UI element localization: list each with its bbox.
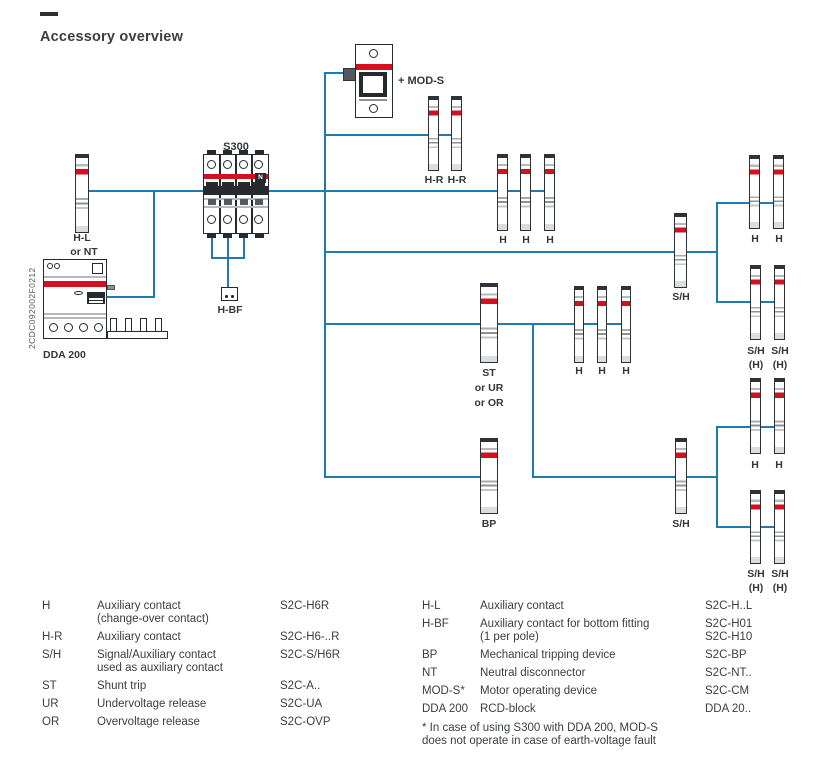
device-h [774,378,785,454]
dda-terminal [94,323,103,332]
mods-vent [359,99,387,101]
device-h [544,154,555,231]
legend-part: S2C-BP [705,649,747,661]
legend-part: S2C-CM [705,685,750,697]
label-s-h-sub: (H) [748,359,764,371]
dda-indicator [54,263,60,269]
mods-screw [369,49,378,58]
legend-part: S2C-H6R [280,600,330,612]
legend-part: S2C-H6-..R [280,631,340,643]
device-h-r [451,96,462,171]
legend-row [42,680,340,693]
device-h [749,155,760,229]
wire-cluster1-top [716,202,779,204]
dda-terminal [64,323,73,332]
device-h [574,286,584,363]
dda-busbar-pin [110,318,117,332]
label-h-r: H-R [447,174,467,186]
dda-busbar-pin [140,318,147,332]
device-h [621,286,631,363]
label-h: H [499,234,507,246]
legend-desc: Auxiliary contact [97,631,181,643]
legend-abbr: H-BF [422,618,449,630]
s300-breaker [203,154,269,234]
legend-row [422,649,752,662]
legend-abbr: NT [422,667,438,679]
label-st-or: or OR [474,397,504,409]
device-h [597,286,607,363]
label-s-h-sub: (H) [772,359,788,371]
device-h-bf [221,287,238,301]
legend-part: S2C-NT.. [705,667,752,679]
legend-abbr: S/H [42,649,62,661]
wire-dda-drop [153,190,155,298]
label-bp: BP [481,518,497,530]
legend-abbr: H-R [42,631,63,643]
legend-part: S2C-UA [280,698,323,710]
device-s-h-as-h [774,490,785,564]
label-mod-s: + MOD-S [398,75,445,87]
s300-terminal [207,234,216,238]
label-s-h: S/H [747,345,765,357]
wire-mid-vert [532,323,534,478]
label-st-ur: or UR [474,382,504,394]
legend-footnote: * In case of using S300 with DDA 200, MOD-S does not operate in case of earth-voltage fault [422,722,658,747]
legend-row [42,631,340,644]
legend-desc: Auxiliary contact for bottom fitting (1 per pole) [480,618,650,643]
document-code: 2CDC092002F0212 [27,267,37,349]
pole-window [223,160,232,169]
legend-part: S2C-A.. [280,680,321,692]
pole-toggle [222,182,234,195]
label-h: H [751,459,759,471]
label-st: ST [482,367,496,379]
dda-red-band [44,281,106,287]
dda-line [44,276,106,278]
legend-row [42,698,340,711]
device-h-r [428,96,439,171]
legend-row [42,649,340,675]
dda-terminal [49,323,58,332]
device-h [750,378,761,454]
dda-test-eye [74,291,83,295]
label-s-h-sub: (H) [772,582,788,594]
neutral-pole-marker: N [255,173,266,183]
legend-right [422,600,752,748]
s300-stripe [204,206,268,208]
wire-dda-link [106,296,155,298]
pole-window [207,215,216,224]
s300-terminal [239,234,248,238]
device-h [497,154,508,231]
legend-part: S2C-OVP [280,716,331,728]
label-h: H [751,233,759,245]
label-h: H [522,234,530,246]
label-h: H [575,365,583,377]
wire-bp-branch [324,476,481,478]
wire-main-bus [80,190,553,192]
device-s-h-as-h [750,490,761,564]
legend-desc: Overvoltage release [97,716,200,728]
device-h [773,155,784,229]
legend-abbr: UR [42,698,59,710]
label-h-r: H-R [424,174,444,186]
dda-indicator [47,263,53,269]
legend-desc: RCD-block [480,703,536,715]
pole-window [254,160,263,169]
device-s-h-as-h [774,265,785,340]
legend-desc: Auxiliary contact (change-over contact) [97,600,209,625]
legend-row [422,667,752,680]
device-dda-200 [43,259,107,339]
legend-desc: Shunt trip [97,680,147,692]
legend-desc: Neutral disconnector [480,667,586,679]
pole-window [207,160,216,169]
label-s300: S300 [223,141,249,153]
device-st-ur-or [480,283,498,363]
s300-tick [224,199,232,205]
legend-desc: Motor operating device [480,685,597,697]
label-s-h: S/H [771,568,789,580]
wire-cluster2-top [716,426,779,428]
device-s-h [674,213,687,288]
legend-desc: Signal/Auxiliary contact used as auxiliary contact [97,649,223,674]
wire-hbf-drop [227,257,229,288]
legend-part: S2C-H..L [705,600,753,612]
dda-side-tab [107,285,115,290]
legend-row [42,716,340,729]
pole-toggle [206,182,218,195]
label-s-h-sub: (H) [748,582,764,594]
legend-abbr: OR [42,716,60,728]
s300-terminal [255,234,264,238]
legend-left [42,600,340,734]
label-h: H [622,365,630,377]
dda-busbar-pin [125,318,132,332]
s300-terminal [255,150,264,154]
label-h: H [775,459,783,471]
legend-part: S2C-S/H6R [280,649,341,661]
legend-abbr: DDA 200 [422,703,469,715]
legend-row [422,685,752,698]
label-s-h: S/H [672,518,690,530]
s300-tick [208,199,216,205]
dda-line [44,313,106,315]
legend-abbr: H-L [422,600,441,612]
s300-tick [255,199,263,205]
dda-line [44,317,106,319]
device-bp [480,438,498,514]
device-h [520,154,531,231]
legend-abbr: MOD-S* [422,685,465,697]
wire-cluster2-bottom [716,526,779,528]
wire-cluster2-vert [716,426,718,528]
wire-trunk [324,72,326,478]
label-h-bf: H-BF [217,304,243,316]
legend-abbr: H [42,600,51,612]
legend-abbr: BP [422,649,438,661]
legend-row [42,600,340,626]
pole-window [223,215,232,224]
pole-toggle [253,182,265,195]
dda-terminal [79,323,88,332]
title-dash [40,12,58,16]
legend-abbr: ST [42,680,57,692]
device-s-h-as-h [750,265,761,340]
label-h: H [775,233,783,245]
label-h: H [598,365,606,377]
legend-part: S2C-H01 S2C-H10 [705,618,753,643]
legend-row [422,600,752,613]
label-h: H [546,234,554,246]
legend-desc: Auxiliary contact [480,600,564,612]
dda-busbar-base [107,331,168,339]
dda-notch [92,263,103,274]
mods-window [359,72,387,97]
wire-branch-upper-right [324,251,718,253]
label-s-h: S/H [771,345,789,357]
wire-cluster1-vert [716,202,718,303]
pole-toggle [238,182,250,195]
s300-terminal [207,150,216,154]
legend-part: DDA 20.. [705,703,752,715]
legend-row [422,618,752,644]
hbf-dot [225,295,228,298]
device-h-l [75,154,89,233]
label-dda-200: DDA 200 [43,349,86,361]
hbf-dot [231,295,234,298]
dda-busbar-pin [155,318,162,332]
legend-desc: Mechanical tripping device [480,649,616,661]
legend-desc: Undervoltage release [97,698,207,710]
pole-window [254,215,263,224]
page-title: Accessory overview [40,29,184,45]
label-s-h: S/H [747,568,765,580]
device-mod-s [355,44,393,118]
wire-branch-lower-right [532,476,718,478]
wire-cluster1-bottom [716,301,779,303]
device-s-h [675,438,687,514]
mods-screw [369,104,378,113]
label-h-l: H-L [73,232,91,244]
dda-connector-block [87,292,105,304]
s300-terminal [223,234,232,238]
label-h-l-alt: or NT [70,246,98,258]
label-s-h: S/H [672,291,690,303]
s300-tick [240,199,248,205]
pole-window [239,160,248,169]
mods-red-band [356,64,392,70]
pole-window [239,215,248,224]
legend-row [422,703,752,716]
